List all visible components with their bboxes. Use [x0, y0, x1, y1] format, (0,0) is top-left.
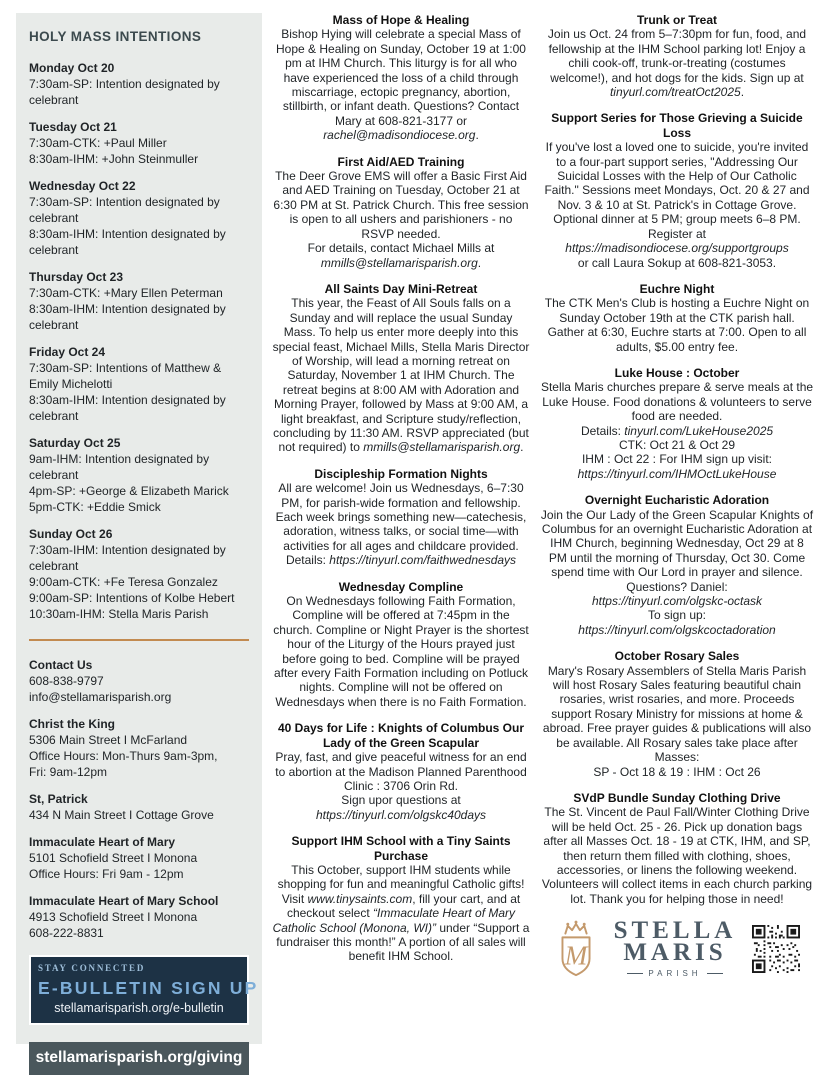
article-title: Euchre Night: [639, 281, 715, 296]
mass-intention-line: 7:30am-IHM: Intention designated by celebrant: [29, 543, 226, 573]
mass-intention-day: Friday Oct 24: [29, 345, 106, 359]
announcements: [272, 13, 814, 978]
ebulletin-signup-banner[interactable]: [29, 955, 259, 1025]
parish-subtitle-text: PARISH: [648, 969, 702, 979]
mass-intentions-list: [29, 60, 249, 622]
article-link-text: rachel@madisondiocese.org: [323, 128, 476, 143]
mass-intention-line: 10:30am-IHM: Stella Maris Parish: [29, 607, 209, 621]
contact-entry: [29, 791, 249, 823]
article-body: [272, 27, 530, 142]
sidebar-title: HOLY MASS INTENTIONS: [29, 29, 202, 44]
mass-intention-day: Tuesday Oct 21: [29, 120, 117, 134]
article-body: [272, 594, 530, 709]
mass-intention-line: 5pm-CTK: +Eddie Smick: [29, 500, 161, 514]
contact-name: Contact Us: [29, 658, 93, 672]
article: [272, 467, 530, 568]
qr-code: [752, 925, 800, 973]
article-text: If you've lost a loved one to suicide, you're invited to a four-part support series, "Addressing Our Suicidal Losses with the Help of Our Catholic Faith." Sessions meet Mondays, Oct. 20 & 27 and Nov. 3 & 10 at St. Patrick's in Cottage Grove. Optional dinner at 5 PM; group meets 6–8 PM.: [544, 140, 810, 227]
article-text: Join the Our Lady of the Green Scapular Knights of Columbus for an overnight Eucharistic Adoration at IHM Church, beginning Wednesday, Oct 29 at 8 PM until the morning of Thursday, Oct 30. Come spend time with Our Lord in prayer and silence. Questions? Daniel:: [540, 507, 814, 594]
contact-entry: [29, 716, 249, 780]
article-link-text: mmills@stellamarisparish.org: [363, 440, 521, 455]
article: [540, 493, 814, 637]
contact-entry: [29, 893, 249, 941]
article-body: [540, 508, 814, 638]
mass-intention-day: Thursday Oct 23: [29, 270, 124, 284]
article: [272, 834, 530, 964]
article-body: [272, 750, 530, 822]
contact-line: 4913 Schofield Street I Monona: [29, 910, 198, 924]
article-text: SP - Oct 18 & 19 : IHM : Oct 26: [593, 764, 761, 779]
article-body: [540, 664, 814, 779]
ebulletin-url: stellamarisparish.org/e-bulletin: [54, 1001, 224, 1015]
article: [540, 791, 814, 906]
mass-intention-entry: [29, 178, 249, 258]
contact-entry: [29, 657, 249, 705]
mass-intention-entry: [29, 344, 249, 424]
mass-intentions-sidebar: [16, 13, 262, 1066]
article-text: or call Laura Sokup at 608-821-3053.: [577, 255, 777, 270]
subtitle-dash-left: [627, 973, 643, 974]
article-text: .: [740, 85, 745, 100]
article-link-text: https://madisondiocese.org/supportgroups: [565, 241, 789, 256]
stay-connected-label: STAY CONNECTED: [38, 963, 146, 973]
mass-intention-line: 9am-IHM: Intention designated by celebrant: [29, 452, 210, 482]
article-title: Support Series for Those Grieving a Suicide Loss: [551, 111, 803, 140]
article-body: [272, 863, 530, 964]
article-text: Details:: [580, 423, 625, 438]
article-link-text: https://tinyurl.com/IHMOctLukeHouse: [577, 466, 777, 481]
mass-intention-entry: [29, 526, 249, 622]
article-text: Stella Maris churches prepare & serve meals at the Luke House. Food donations & volunteers to serve food are needed.: [540, 380, 814, 424]
article: [540, 366, 814, 481]
mass-intention-line: 8:30am-IHM: +John Steinmuller: [29, 152, 199, 166]
article-text: Sign upor questions at: [341, 793, 461, 808]
article-text: Bishop Hying will celebrate a special Mass of Hope & Healing on Sunday, October 19 at 1:00 pm at IHM Church. This liturgy is for all who have experienced the loss of a child through miscarriage, ectopic pregnancy, abortion, stillbirth, or infant death. Questions? Contact Mary at 608-821-3177 or: [276, 27, 526, 128]
article: [540, 13, 814, 99]
mass-intention-day: Sunday Oct 26: [29, 527, 113, 541]
article-title: Discipleship Formation Nights: [314, 466, 488, 481]
mass-intention-day: Saturday Oct 25: [29, 436, 121, 450]
article-text: .: [475, 128, 479, 143]
article-link-text: https://tinyurl.com/olgskc-octask: [591, 594, 763, 609]
mass-intention-line: 7:30am-CTK: +Mary Ellen Peterman: [29, 286, 223, 300]
contact-line: 434 N Main Street I Cottage Grove: [29, 808, 214, 822]
article-title: October Rosary Sales: [614, 649, 740, 664]
mass-intention-line: 4pm-SP: +George & Elizabeth Marick: [29, 484, 229, 498]
article-text: To sign up:: [647, 608, 707, 623]
article-text: For details, contact Michael Mills at: [307, 241, 495, 256]
mass-intention-line: 7:30am-SP: Intentions of Matthew & Emily Michelotti: [29, 361, 222, 391]
article-text: Details:: [285, 553, 330, 568]
contact-line: Fri: 9am-12pm: [29, 765, 108, 779]
announcements-column-2: [540, 13, 814, 978]
parish-logo-row: [540, 917, 814, 979]
article-text: Pray, fast, and give peaceful witness for an end to abortion at the Madison Planned Parenthood Clinic : 3706 Orin Rd.: [275, 750, 527, 793]
contact-name: Immaculate Heart of Mary School: [29, 894, 219, 908]
article-text: This October, support IHM students while shopping for fun and meaningful Catholic gifts! Visit: [277, 862, 525, 906]
mass-intention-line: 7:30am-CTK: +Paul Miller: [29, 136, 167, 150]
article: [540, 111, 814, 269]
mass-intention-line: 7:30am-SP: Intention designated by celebrant: [29, 195, 220, 225]
article-link-text: www.tinysaints.com: [307, 891, 413, 906]
contact-line: 5101 Schofield Street I Monona: [29, 851, 198, 865]
article: [272, 13, 530, 143]
column-1-articles: [272, 13, 530, 964]
article-text: On Wednesdays following Faith Formation, Compline will be offered at 7:45pm in the church. Compline or Night Prayer is the shortest hour of the Liturgy of the Hours prayed just before going to bed. Compline will be prayed after every Faith Formation including on Potluck nights. Compline will not be offered on Wednesdays when there is no Faith Formation.: [273, 594, 529, 709]
article-body: [540, 27, 814, 99]
article-title: 40 Days for Life : Knights of Columbus Our Lady of the Green Scapular: [277, 721, 525, 750]
article: [272, 155, 530, 270]
column-2-articles: [540, 13, 814, 906]
article-text: under “Support a fundraiser this month!” A portion of all sales will benefit IHM School.: [276, 920, 530, 964]
article-title: Luke House : October: [614, 365, 740, 380]
article-text: The St. Vincent de Paul Fall/Winter Clothing Drive will be held Oct. 25 - 26. Pick up donation bags after all Masses Oct. 18 - 19 at CTK, IHM, and SP, then return them filled with clothing, shoes, accessories, or linens the following weekend. Volunteers will collect items in each church parking lot. Thank you for helping those in need!: [541, 805, 813, 906]
mass-intention-line: 9:00am-CTK: +Fe Teresa Gonzalez: [29, 575, 218, 589]
mass-intention-entry: [29, 119, 249, 167]
article-body: [540, 380, 814, 481]
wordmark-line-2: MARIS: [623, 939, 727, 967]
stella-maris-crest-icon: [554, 920, 598, 978]
article-title: Overnight Eucharistic Adoration: [584, 493, 770, 508]
contact-line: Office Hours: Fri 9am - 12pm: [29, 867, 184, 881]
contact-line: info@stellamarisparish.org: [29, 690, 172, 704]
mass-intention-day: Wednesday Oct 22: [29, 179, 136, 193]
article-link-text: https://tinyurl.com/faithwednesdays: [329, 553, 517, 568]
article-body: [540, 296, 814, 354]
contact-entry: [29, 834, 249, 882]
article-text: This year, the Feast of All Souls falls on a Sunday and will replace the usual Sunday Mass. To help us enter more deeply into this special feast, Michael Mills, Stella Maris Director of Worship, will lead a morning retreat on Saturday, November 1 at IHM Church. The retreat begins at 8:00 AM with Adoration and Morning Prayer, followed by Mass at 9:00 AM, a light breakfast, and Scripture study/reflection, concluding by 11:30 AM. RSVP appreciated (but not required) to: [272, 296, 530, 455]
article-text: Register at: [647, 226, 707, 241]
article-title: SVdP Bundle Sunday Clothing Drive: [573, 790, 781, 805]
contact-line: 5306 Main Street I McFarland: [29, 733, 188, 747]
announcements-column-1: [272, 13, 530, 978]
article-title: Trunk or Treat: [636, 13, 718, 27]
mass-intention-entry: [29, 435, 249, 515]
giving-banner[interactable]: stellamarisparish.org/giving: [29, 1042, 249, 1075]
article-text: .: [520, 440, 524, 455]
ebulletin-title: E-BULLETIN SIGN UP: [38, 978, 259, 998]
mass-intention-line: 8:30am-IHM: Intention designated by celebrant: [29, 302, 226, 332]
article-text: .: [477, 255, 482, 270]
article-title: Mass of Hope & Healing: [332, 13, 470, 27]
wordmark-line-1: STELLA: [613, 917, 737, 945]
article-text: The Deer Grove EMS will offer a Basic First Aid and AED Training on Tuesday, October 21 at 6:30 PM at St. Patrick Church. This free session is open to all ushers and parishioners - no RSVP needed.: [273, 169, 529, 241]
mass-intention-entry: [29, 269, 249, 333]
article-link-text: https://tinyurl.com/olgskc40days: [315, 807, 487, 822]
article-text: IHM : Oct 22 : For IHM sign up visit:: [581, 452, 773, 467]
mass-intention-entry: [29, 60, 249, 108]
mass-intention-line: 8:30am-IHM: Intention designated by celebrant: [29, 393, 226, 423]
article-body: [540, 805, 814, 906]
article: [272, 580, 530, 710]
article-link-text: https://tinyurl.com/olgskcoctadoration: [578, 622, 776, 637]
article-link-text: tinyurl.com/LukeHouse2025: [624, 423, 774, 438]
article-text: Join us Oct. 24 from 5–7:30pm for fun, food, and fellowship at the IHM School parking lot! Enjoy a chili cook-off, trunk-or-treating (costumes welcome!), and hot dogs for the kids. Sign up at: [547, 27, 807, 85]
article-text: CTK: Oct 21 & Oct 29: [618, 437, 736, 452]
sidebar-divider: [29, 639, 249, 641]
mass-intention-line: 8:30am-IHM: Intention designated by celebrant: [29, 227, 226, 257]
contact-name: Christ the King: [29, 717, 115, 731]
article-body: [272, 296, 530, 454]
article-title: First Aid/AED Training: [337, 154, 465, 169]
article: [272, 721, 530, 822]
contact-name: Immaculate Heart of Mary: [29, 835, 176, 849]
svg-text:M: M: [564, 940, 587, 971]
mass-intention-line: 9:00am-SP: Intentions of Kolbe Hebert: [29, 591, 235, 605]
article: [540, 649, 814, 779]
article-title: Wednesday Compline: [338, 579, 464, 594]
article-link-text: “Immaculate Heart of Mary Catholic School (Monona, WI)”: [272, 906, 516, 935]
article-link-text: mmills@stellamarisparish.org: [320, 255, 478, 270]
article-title: All Saints Day Mini-Retreat: [324, 281, 478, 296]
article-body: [272, 481, 530, 567]
article-body: [540, 140, 814, 270]
stella-maris-wordmark: [613, 917, 737, 979]
contact-line: Office Hours: Mon-Thurs 9am-3pm,: [29, 749, 218, 763]
article-text: , fill your cart, and at checkout select: [286, 891, 521, 921]
mass-intention-day: Monday Oct 20: [29, 61, 115, 75]
contact-line: 608-838-9797: [29, 674, 104, 688]
article-text: Mary's Rosary Assemblers of Stella Maris Parish will host Rosary Sales featuring beautiful chain rosaries, wrist rosaries, and more. Proceeds support Rosary Ministry for missions at home & abroad. Free prayer guides & publications will also be available. All Rosary sales take place after Masses:: [542, 663, 812, 765]
contact-name: St, Patrick: [29, 792, 88, 806]
parish-subtitle: [614, 969, 737, 978]
article-body: [272, 169, 530, 270]
mass-intention-line: 7:30am-SP: Intention designated by celebrant: [29, 77, 220, 107]
article-link-text: tinyurl.com/treatOct2025: [609, 85, 741, 100]
article-text: The CTK Men's Club is hosting a Euchre Night on Sunday October 19th at the CTK parish hall. Gather at 6:30, Euchre starts at 7:00. Open to all adults, $5.00 entry fee.: [544, 296, 810, 354]
contact-line: 608-222-8831: [29, 926, 104, 940]
article-title: Support IHM School with a Tiny Saints Purchase: [291, 834, 511, 863]
contact-list: [29, 657, 249, 941]
article-text: All are welcome! Join us Wednesdays, 6–7:30 PM, for parish-wide formation and fellowship. Each week brings something new—catechesis, adoration, witness talks, or social time—with activities for all ages and childcare provided.: [275, 481, 527, 553]
subtitle-dash-right: [707, 973, 723, 974]
article: [540, 282, 814, 354]
article: [272, 282, 530, 455]
